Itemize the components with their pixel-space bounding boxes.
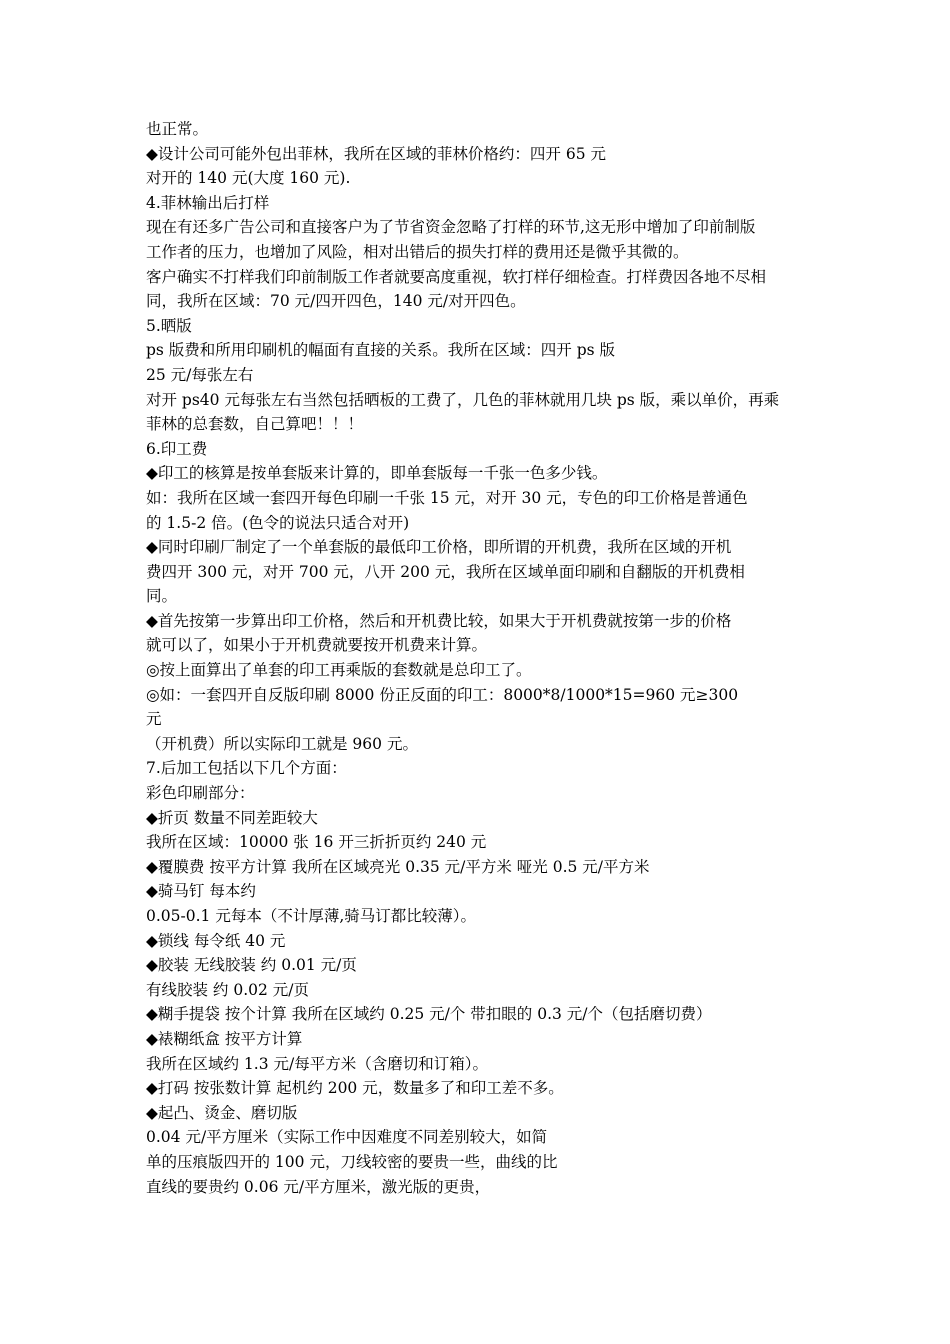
text-line: ps 版费和所用印刷机的幅面有直接的关系。我所在区域：四开 ps 版 <box>146 341 616 360</box>
text-line: 对开的 140 元(大度 160 元). <box>146 169 351 188</box>
text-line: 0.04 元/平方厘米（实际工作中因难度不同差别较大，如简 <box>146 1128 548 1147</box>
text-line: 工作者的压力，也增加了风险，相对出错后的损失打样的费用还是微乎其微的。 <box>146 242 689 261</box>
text-line: ◎按上面算出了单套的印工再乘版的套数就是总印工了。 <box>146 661 532 680</box>
text-line: ◆锁线 每令纸 40 元 <box>146 931 286 950</box>
text-line: 也正常。 <box>146 120 209 138</box>
text-line: ◆糊手提袋 按个计算 我所在区域约 0.25 元/个 带扣眼的 0.3 元/个（包括磨切费） <box>146 1005 712 1024</box>
text-line: 元 <box>146 710 162 729</box>
text-line: 我所在区域约 1.3 元/每平方米（含磨切和订箱）。 <box>146 1054 488 1073</box>
text-line: 就可以了，如果小于开机费就要按开机费来计算。 <box>146 636 488 655</box>
text-line: 我所在区域：10000 张 16 开三折折页约 240 元 <box>146 833 487 852</box>
section-heading: 7.后加工包括以下几个方面： <box>146 759 347 778</box>
text-line: ◆骑马钉 每本约 <box>146 882 256 901</box>
section-heading: 6.印工费 <box>146 439 208 458</box>
text-line: 0.05-0.1 元每本（不计厚薄,骑马订都比较薄）。 <box>146 907 477 925</box>
text-line: ◆印工的核算是按单套版来计算的，即单套版每一千张一色多少钱。 <box>146 464 608 483</box>
text-line: ◆覆膜费 按平方计算 我所在区域亮光 0.35 元/平方米 哑光 0.5 元/平方米 <box>146 857 650 876</box>
text-line: ◆设计公司可能外包出菲林，我所在区域的菲林价格约：四开 65 元 <box>146 144 606 163</box>
document-body <box>146 117 826 1199</box>
text-line: 有线胶装 约 0.02 元/页 <box>146 980 310 999</box>
text-line: 的 1.5-2 倍。(色令的说法只适合对开) <box>146 513 410 532</box>
text-line: 同，我所在区域：70 元/四开四色，140 元/对开四色。 <box>146 292 526 311</box>
section-heading: 5.晒版 <box>146 316 192 335</box>
text-line: 费四开 300 元，对开 700 元，八开 200 元，我所在区域单面印刷和自翻版的开机费相 <box>146 562 745 581</box>
text-line: ◆首先按第一步算出印工价格，然后和开机费比较，如果大于开机费就按第一步的价格 <box>146 611 732 630</box>
text-line: ◆起凸、烫金、磨切版 <box>146 1103 298 1122</box>
text-line: 直线的要贵约 0.06 元/平方厘米，激光版的更贵， <box>146 1177 491 1196</box>
text-line: ◆同时印刷厂制定了一个单套版的最低印工价格，即所谓的开机费，我所在区域的开机 <box>146 538 732 557</box>
text-line: 如：我所在区域一套四开每色印刷一千张 15 元，对开 30 元，专色的印工价格是普通色 <box>146 488 748 507</box>
text-line: 25 元/每张左右 <box>146 365 254 384</box>
text-line: （开机费）所以实际印工就是 960 元。 <box>146 734 418 753</box>
text-line: 对开 ps40 元每张左右当然包括晒板的工费了，几色的菲林就用几块 ps 版，乘以单价，再乘 <box>146 390 780 409</box>
text-line: 单的压痕版四开的 100 元，刀线较密的要贵一些，曲线的比 <box>146 1152 558 1171</box>
text-line: 彩色印刷部分： <box>146 784 255 803</box>
section-heading: 4.菲林输出后打样 <box>146 193 270 212</box>
text-line: 现在有还多广告公司和直接客户为了节省资金忽略了打样的环节,这无形中增加了印前制版 <box>146 218 756 237</box>
text-line: ◆裱糊纸盒 按平方计算 <box>146 1029 303 1048</box>
text-line: ◆折页 数量不同差距较大 <box>146 808 318 827</box>
text-line: ◎如：一套四开自反版印刷 8000 份正反面的印工：8000*8/1000*15=960 元≥300 <box>146 685 739 704</box>
text-line: ◆胶装 无线胶装 约 0.01 元/页 <box>146 956 357 975</box>
text-line: 菲林的总套数，自己算吧！！！ <box>146 415 364 434</box>
text-line: 客户确实不打样我们印前制版工作者就要高度重视，软打样仔细检查。打样费因各地不尽相 <box>146 267 767 286</box>
text-line: 同。 <box>146 587 178 606</box>
text-line: ◆打码 按张数计算 起机约 200 元，数量多了和印工差不多。 <box>146 1079 564 1098</box>
